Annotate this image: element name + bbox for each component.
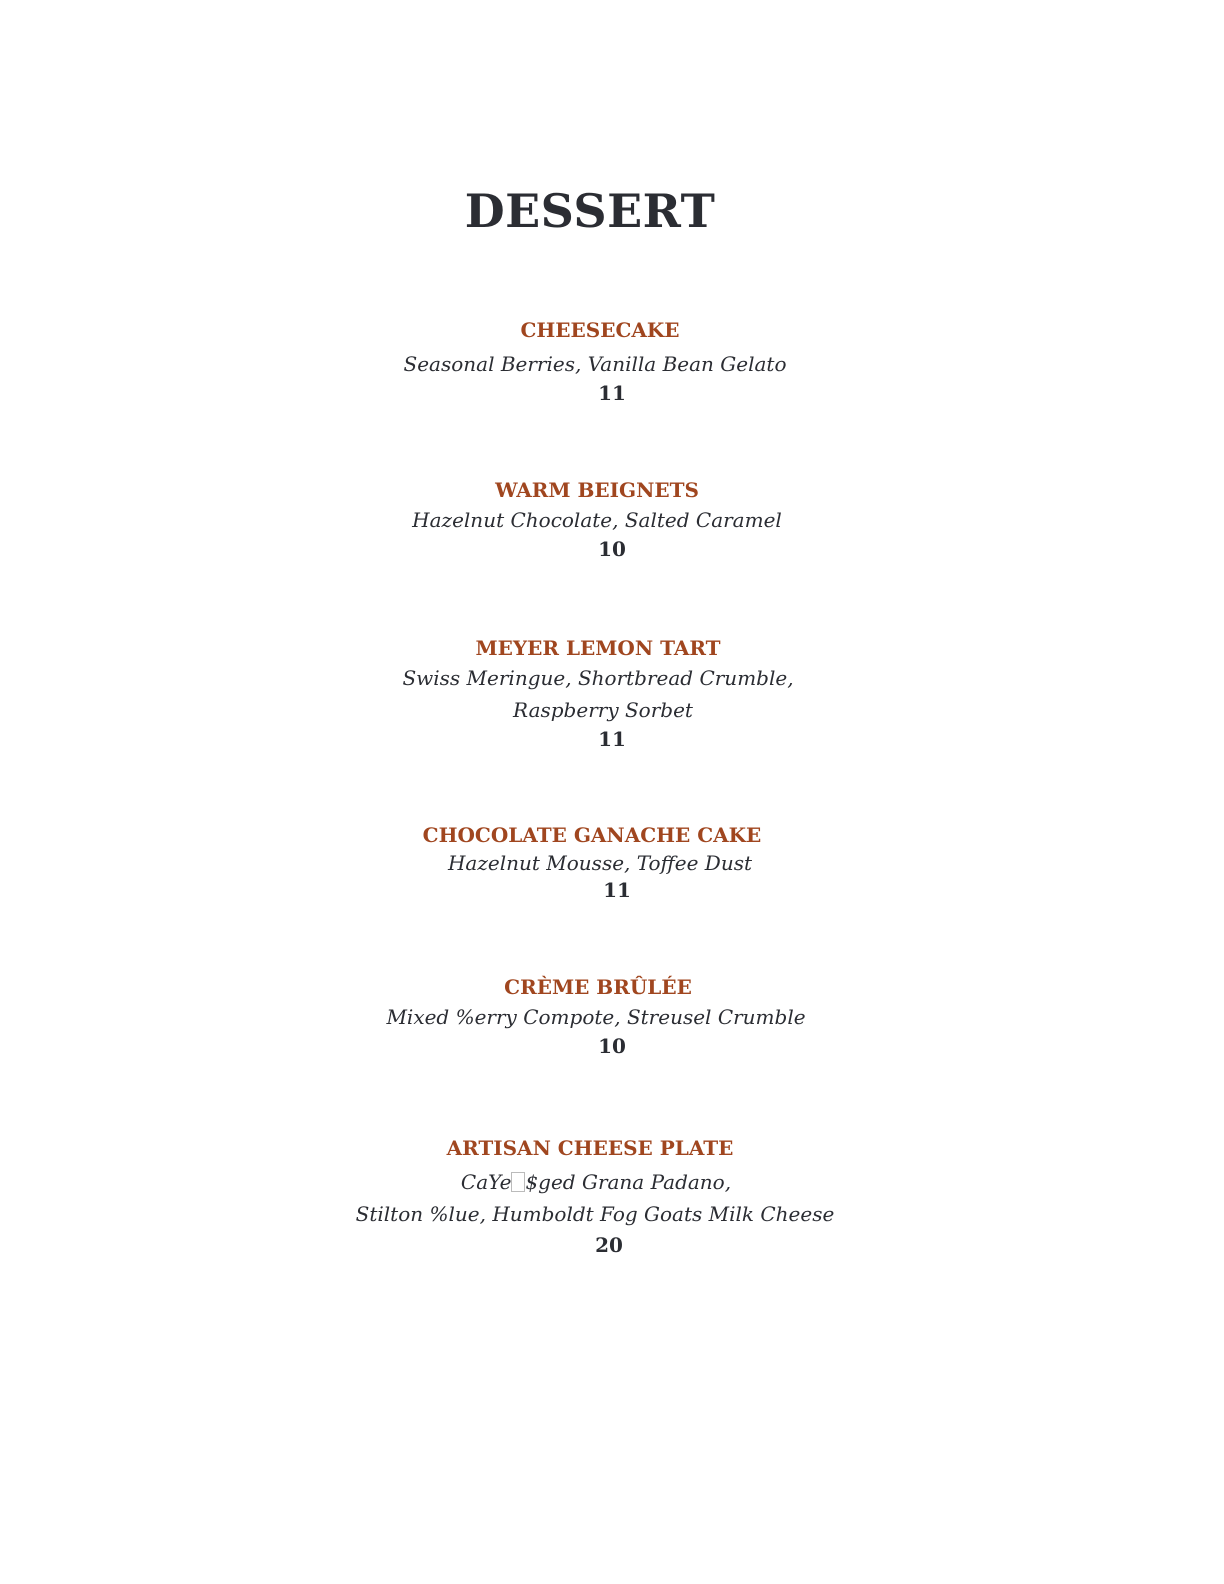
menu-item-creme-brulee	[0, 973, 1224, 1059]
item-name: ARTISAN CHEESE PLATE	[446, 1136, 734, 1160]
menu-item-chocolate-ganache-cake	[0, 821, 1224, 903]
item-price: 11	[598, 727, 626, 751]
item-name: MEYER LEMON TART	[475, 636, 721, 660]
item-name: WARM BEIGNETS	[495, 478, 699, 502]
item-description: Raspberry Sorbet	[513, 698, 693, 722]
item-description: Hazelnut Mousse, Toffee Dust	[447, 851, 752, 875]
item-description: Stilton %lue, Humboldt Fog Goats Milk Cheese	[355, 1202, 835, 1226]
item-price: 20	[595, 1233, 623, 1257]
item-description-part: CaYe	[460, 1170, 512, 1194]
item-description	[0, 1166, 1224, 1198]
page-title: DESSERT	[464, 183, 716, 238]
item-description: Mixed %erry Compote, Streusel Crumble	[386, 1005, 806, 1029]
menu-item-warm-beignets	[0, 476, 1224, 562]
missing-glyph-icon	[511, 1172, 525, 1192]
menu-item-meyer-lemon-tart	[0, 634, 1224, 752]
item-name: CRÈME BRÛLÉE	[504, 975, 692, 999]
item-description-part: $ged Grana Padano,	[525, 1170, 732, 1194]
item-price: 10	[598, 537, 626, 561]
item-price: 10	[598, 1034, 626, 1058]
menu-item-artisan-cheese-plate	[0, 1134, 1224, 1258]
item-price: 11	[598, 381, 626, 405]
item-price: 11	[603, 878, 631, 902]
item-name: CHEESECAKE	[520, 318, 680, 342]
item-description: Hazelnut Chocolate, Salted Caramel	[412, 508, 782, 532]
item-description: Seasonal Berries, Vanilla Bean Gelato	[403, 352, 787, 376]
menu-item-cheesecake	[0, 316, 1224, 406]
item-description: Swiss Meringue, Shortbread Crumble,	[402, 666, 794, 690]
item-name: CHOCOLATE GANACHE CAKE	[422, 823, 762, 847]
